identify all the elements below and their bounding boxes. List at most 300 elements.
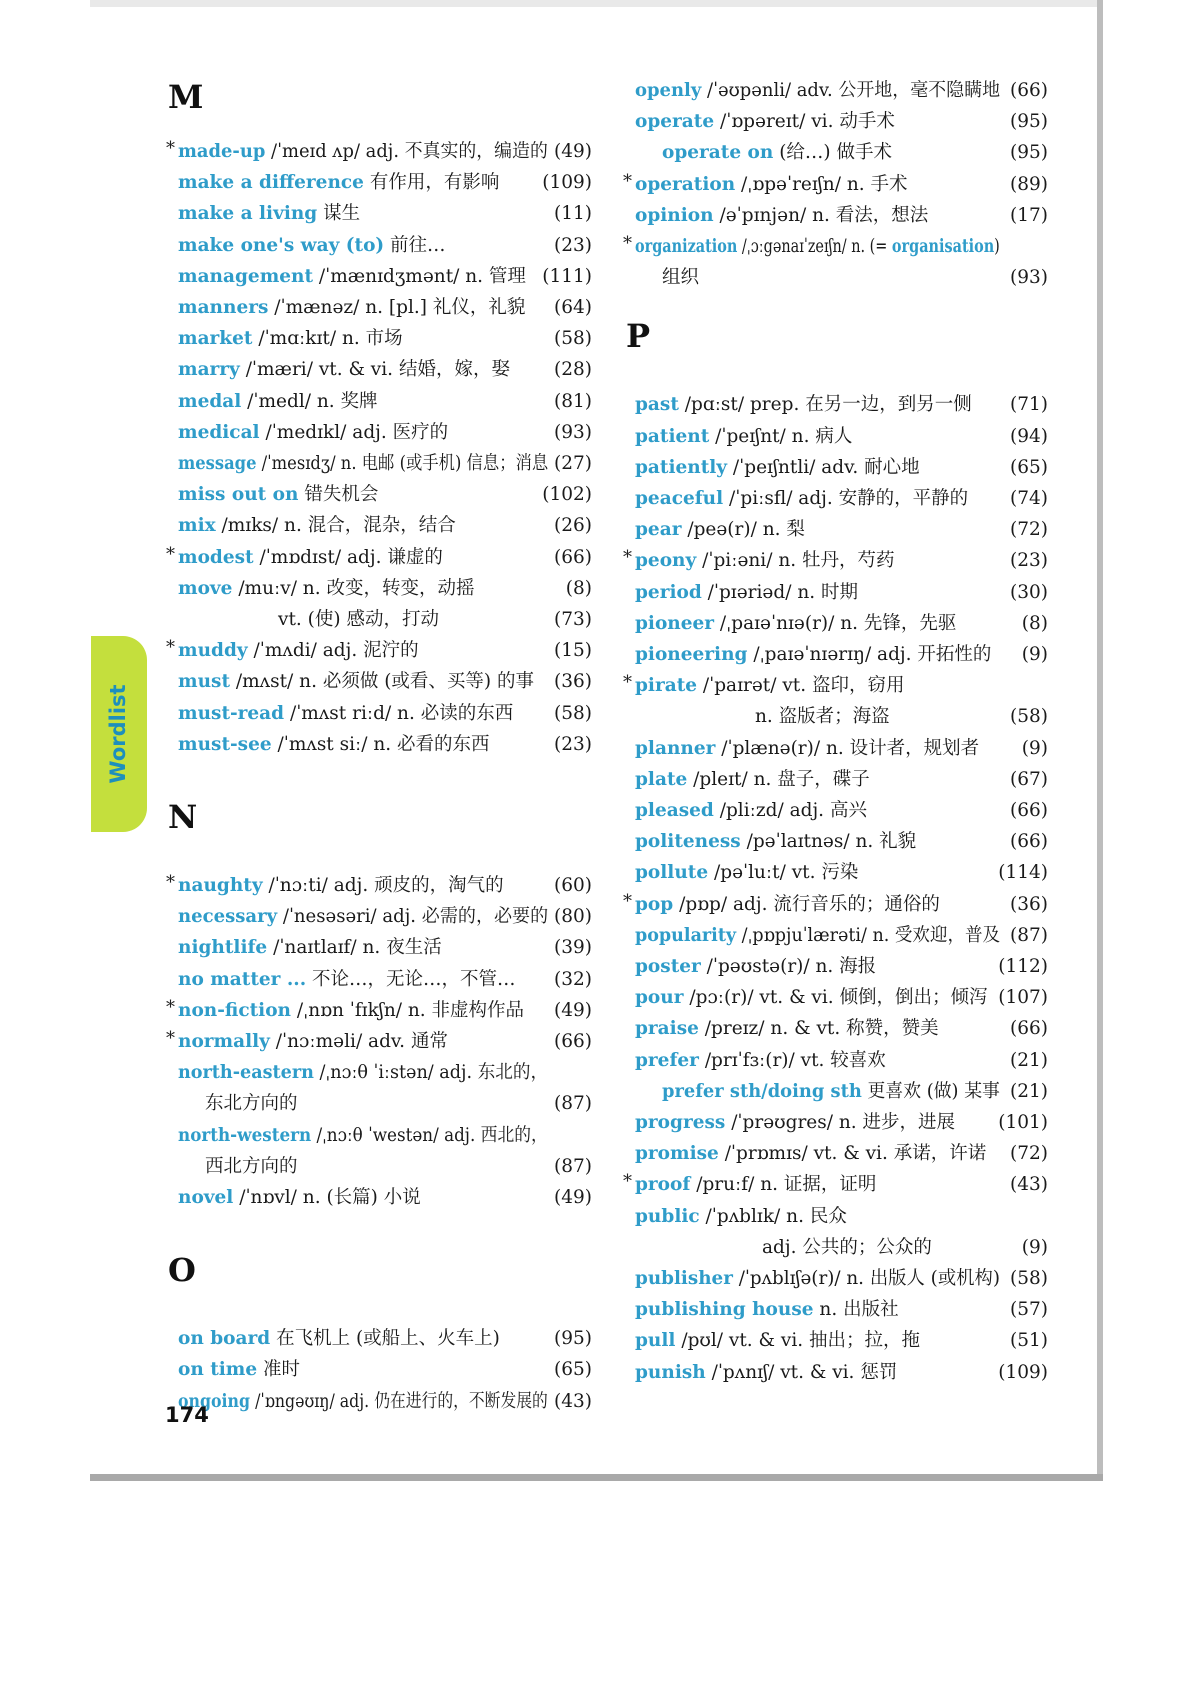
entry-definition: /pəˈluːt/ vt. 污染 <box>708 862 859 884</box>
headword: pear <box>635 519 682 541</box>
entry-definition: /pɔː(r)/ vt. & vi. 倾倒，倒出；倾泻 <box>683 987 988 1009</box>
entry-page-ref: (49) <box>554 999 592 1021</box>
entry-page-ref: (23) <box>554 234 592 256</box>
headword: promise <box>635 1143 719 1165</box>
entry-row <box>635 581 858 605</box>
entry-row <box>635 1173 876 1197</box>
entry-definition-end: ) <box>994 236 1000 257</box>
entry-definition: /ˈmedɪkl/ adj. 医疗的 <box>259 421 449 443</box>
entry-definition: /ˌnɒn ˈfɪkʃn/ n. 非虚构作品 <box>291 999 525 1021</box>
headword: openly <box>635 80 702 101</box>
headword: message <box>178 453 257 474</box>
headword: make one's way (to) <box>178 234 385 256</box>
entry-page-ref: (57) <box>1010 1299 1048 1321</box>
entry-page-ref: (74) <box>1010 488 1048 509</box>
entry-page-ref: (51) <box>1010 1330 1048 1352</box>
starred-marker: * <box>166 872 175 893</box>
entry-row <box>635 955 876 979</box>
entry-row <box>178 1186 421 1210</box>
entry-row <box>635 456 920 480</box>
section-letter-n: N <box>168 798 198 836</box>
entry-row <box>635 799 867 823</box>
entry-page-ref: (72) <box>1010 519 1048 541</box>
headword: make a living <box>178 203 318 225</box>
entry-page-ref: (66) <box>554 1031 592 1052</box>
entry-page-ref: (66) <box>1010 831 1048 853</box>
entry-definition: vt. (使) 感动，打动 <box>278 609 439 630</box>
headword: ongoing <box>178 1390 251 1412</box>
headword: proof <box>635 1174 691 1196</box>
section-letter-p: P <box>626 317 651 356</box>
entry-page-ref: (58) <box>1010 1268 1048 1289</box>
entry-page-ref: (66) <box>1010 80 1048 101</box>
section-letter-m: M <box>168 78 204 116</box>
entry-definition: /preɪz/ n. & vt. 称赞，赞美 <box>698 1018 939 1040</box>
entry-page-ref: (23) <box>1010 550 1048 572</box>
entry-page-ref: (49) <box>554 141 592 162</box>
headword: patiently <box>635 456 728 478</box>
headword: make a difference <box>178 172 364 194</box>
entry-page-ref: (101) <box>998 1112 1048 1133</box>
entry-row <box>635 549 895 573</box>
headword: punish <box>635 1361 706 1383</box>
entry-row <box>178 905 548 929</box>
entry-definition: n. 盗版者；海盗 <box>755 706 890 728</box>
headword: marry <box>178 359 240 381</box>
section-letter-o: O <box>168 1251 196 1290</box>
entry-row <box>178 171 499 195</box>
headword: move <box>178 577 233 599</box>
entry-row <box>178 702 513 726</box>
entry-definition: 谋生 <box>317 203 361 225</box>
entry-row <box>635 1049 886 1073</box>
entry-definition: /pəˈlaɪtnəs/ n. 礼貌 <box>740 831 917 853</box>
headword: peaceful <box>635 488 724 509</box>
entry-page-ref: (93) <box>554 421 592 443</box>
entry-page-ref: (81) <box>554 390 592 412</box>
entry-page-ref: (8) <box>1021 612 1048 634</box>
headword-variant: organisation <box>891 236 995 257</box>
entry-page-ref: (26) <box>554 515 592 537</box>
headword: muddy <box>178 640 248 662</box>
entry-row <box>178 733 490 757</box>
starred-marker: * <box>166 1028 175 1049</box>
headword: public <box>635 1205 700 1227</box>
entry-definition: /mʌst/ n. 必须做 (或看、买等) 的事 <box>230 671 535 693</box>
entry-definition: /pɒp/ adj. 流行音乐的；通俗的 <box>673 893 940 915</box>
entry-definition: /ˈmænɪdʒmənt/ n. 管理 <box>313 265 526 287</box>
entry-definition: 前往… <box>384 234 446 256</box>
entry-definition: n. 出版社 <box>813 1299 899 1321</box>
entry-row <box>178 140 548 164</box>
entry-row <box>635 1205 847 1229</box>
entry-definition: /ˈmeɪd ʌp/ adj. 不真实的，编造的 <box>265 141 548 162</box>
entry-definition: /ˈmæri/ vt. & vi. 结婚，嫁，娶 <box>239 359 510 381</box>
entry-row <box>635 643 991 667</box>
entry-page-ref: (87) <box>554 1155 592 1177</box>
entry-row <box>635 425 852 449</box>
entry-definition: /ˌpɒpjuˈlærəti/ n. 受欢迎，普及 <box>736 924 1001 946</box>
entry-page-ref: (66) <box>1010 800 1048 821</box>
entry-definition: /ˈpeɪʃnt/ n. 病人 <box>709 425 853 447</box>
entry-page-ref: (94) <box>1010 425 1048 447</box>
entry-page-ref: (9) <box>1021 1236 1048 1258</box>
entry-row <box>178 452 548 476</box>
headword: publishing house <box>635 1299 814 1321</box>
entry-page-ref: (89) <box>1010 173 1048 195</box>
entry-page-ref: (80) <box>554 906 592 928</box>
entry-definition: /ˈnɔːməli/ adv. 通常 <box>269 1031 448 1052</box>
entry-page-ref: (112) <box>998 956 1048 977</box>
entry-definition: /muːv/ n. 改变，转变，动摇 <box>232 577 475 599</box>
entry-definition: /ˈmesɪdʒ/ n. 电邮 (或手机) 信息；消息 <box>256 453 549 474</box>
entry-page-ref: (95) <box>1010 142 1048 164</box>
entry-row <box>178 874 504 898</box>
headword: medal <box>178 390 242 412</box>
headword: pioneer <box>635 612 715 634</box>
entry-definition: /ˈmʌdi/ adj. 泥泞的 <box>247 640 419 662</box>
headword: plate <box>635 768 688 790</box>
entry-page-ref: (21) <box>1010 1080 1048 1102</box>
entry-page-ref: (66) <box>1010 1018 1048 1040</box>
headword: must-read <box>178 702 285 724</box>
headword: novel <box>178 1187 234 1208</box>
headword: poster <box>635 956 701 977</box>
headword: prefer sth/doing sth <box>662 1080 862 1102</box>
entry-row <box>178 514 456 538</box>
entry-row <box>635 861 858 885</box>
entry-definition: /pleɪt/ n. 盘子，碟子 <box>687 768 870 790</box>
headword: pollute <box>635 862 709 884</box>
entry-definition: /mɪks/ n. 混合，混杂，结合 <box>215 515 456 537</box>
entry-row <box>635 235 1000 259</box>
entry-definition: /ˈmʌst riːd/ n. 必读的东西 <box>284 702 514 724</box>
entry-row <box>635 737 979 761</box>
headword: mix <box>178 515 216 537</box>
headword: medical <box>178 421 260 443</box>
scan-edge-bottom <box>90 1474 1103 1481</box>
entry-row <box>635 1361 897 1385</box>
wordlist-side-tab <box>91 636 147 832</box>
entry-definition: 组织 <box>662 267 700 289</box>
headword: nightlife <box>178 937 268 959</box>
entry-definition: /ˈprəʊgres/ n. 进步，进展 <box>725 1112 956 1133</box>
entry-row <box>178 577 474 601</box>
entry-definition: /ˈplænə(r)/ n. 设计者，规划者 <box>715 737 980 759</box>
entry-page-ref: (65) <box>1010 456 1048 478</box>
entry-row <box>178 639 419 663</box>
entry-page-ref: (49) <box>554 1187 592 1208</box>
entry-definition: 有作用，有影响 <box>363 172 500 194</box>
entry-page-ref: (65) <box>554 1359 592 1381</box>
entry-page-ref: (107) <box>998 987 1048 1009</box>
entry-row <box>178 936 442 960</box>
entry-definition: /ˌɒpəˈreɪʃn/ n. 手术 <box>735 173 908 195</box>
headword: pleased <box>635 800 714 821</box>
headword: past <box>635 394 679 416</box>
headword: on time <box>178 1359 258 1381</box>
entry-definition: /ˈpaɪrət/ vt. 盗印，窃用 <box>697 675 905 697</box>
entry-row <box>178 1327 500 1351</box>
entry-row <box>635 487 968 511</box>
headword: pioneering <box>635 644 748 665</box>
entry-page-ref: (109) <box>998 1361 1048 1383</box>
entry-row <box>278 608 439 632</box>
entry-page-ref: (21) <box>1010 1049 1048 1071</box>
entry-row <box>178 296 525 320</box>
starred-marker: * <box>623 233 632 254</box>
entry-page-ref: (15) <box>554 640 592 662</box>
entry-page-ref: (87) <box>554 1093 592 1115</box>
entry-page-ref: (9) <box>1021 737 1048 759</box>
entry-definition: /pɑːst/ prep. 在另一边，到另一侧 <box>678 394 972 416</box>
entry-definition: /ˈɒpəreɪt/ vi. 动手术 <box>714 111 895 133</box>
entry-page-ref: (93) <box>1010 267 1048 289</box>
entry-row <box>635 986 988 1010</box>
entry-row <box>635 893 940 917</box>
entry-definition: 东北方向的 <box>205 1093 298 1115</box>
entry-page-ref: (9) <box>1021 644 1048 665</box>
entry-row <box>662 266 699 290</box>
entry-row <box>178 202 360 226</box>
entry-definition: /ˈpɪəriəd/ n. 时期 <box>701 581 859 603</box>
headword: popularity <box>635 924 737 946</box>
entry-definition: /peə(r)/ n. 梨 <box>681 519 805 541</box>
headword: non-fiction <box>178 999 291 1021</box>
entry-row <box>635 1017 939 1041</box>
headword: manners <box>178 297 269 318</box>
entry-definition: /pliːzd/ adj. 高兴 <box>713 800 867 821</box>
headword: organization <box>635 236 738 257</box>
headword: praise <box>635 1018 699 1040</box>
entry-definition: /ˈpiːəni/ n. 牡丹，芍药 <box>696 550 895 572</box>
entry-row <box>635 1142 986 1166</box>
headword: pour <box>635 987 684 1009</box>
headword: peony <box>635 550 697 572</box>
wordlist-tab-label: Wordlist <box>106 684 130 784</box>
entry-definition: 更喜欢 (做) 某事 <box>861 1080 1000 1102</box>
entry-definition: /ˌnɔːθ ˈiːstən/ adj. 东北的， <box>313 1062 549 1084</box>
entry-definition: (给…) 做手术 <box>773 142 893 164</box>
entry-row <box>178 390 378 414</box>
starred-marker: * <box>166 637 175 659</box>
headword: opinion <box>635 204 714 226</box>
entry-definition: /ˈpʌnɪʃ/ vt. & vi. 惩罚 <box>705 1361 898 1383</box>
entry-row <box>635 1329 920 1353</box>
entry-row <box>662 1080 1000 1104</box>
entry-page-ref: (11) <box>554 203 592 225</box>
entry-row <box>178 265 526 289</box>
headword: progress <box>635 1112 726 1133</box>
entry-row <box>662 141 892 165</box>
entry-row <box>178 968 516 992</box>
scan-edge-right <box>1097 0 1103 1480</box>
entry-definition: /ˈmɑːkɪt/ n. 市场 <box>252 328 403 350</box>
headword: north-western <box>178 1124 312 1146</box>
entry-row <box>178 999 524 1023</box>
entry-row <box>178 483 378 507</box>
entry-row <box>178 327 403 351</box>
entry-definition: /ˈnaɪtlaɪf/ n. 夜生活 <box>267 937 442 959</box>
headword: planner <box>635 737 716 759</box>
headword: necessary <box>178 906 278 928</box>
headword: on board <box>178 1328 271 1350</box>
entry-page-ref: (27) <box>554 453 592 474</box>
entry-row <box>635 173 908 197</box>
starred-marker: * <box>166 138 175 159</box>
entry-definition: /pʊl/ vt. & vi. 抽出；拉，拖 <box>675 1330 921 1352</box>
starred-marker: * <box>166 996 175 1018</box>
entry-page-ref: (102) <box>542 484 592 506</box>
entry-definition: /ˈpʌblɪk/ n. 民众 <box>699 1205 847 1227</box>
entry-definition: /ˌɔːgənaɪˈzeɪʃn/ n. (= <box>737 236 892 257</box>
entry-page-ref: (72) <box>1010 1143 1048 1165</box>
entry-definition: /ˈnɔːti/ adj. 顽皮的，淘气的 <box>262 875 504 896</box>
entry-definition: /ˈmænəz/ n. [pl.] 礼仪，礼貌 <box>268 297 526 318</box>
entry-row <box>178 1061 548 1085</box>
headword: miss out on <box>178 484 299 506</box>
entry-page-ref: (39) <box>554 937 592 959</box>
entry-definition: /əˈpɪnjən/ n. 看法，想法 <box>713 204 929 226</box>
headword: operate <box>635 111 715 133</box>
entry-page-ref: (43) <box>554 1390 592 1412</box>
entry-page-ref: (109) <box>542 172 592 194</box>
entry-definition: 错失机会 <box>298 484 379 506</box>
entry-definition: 西北方向的 <box>205 1155 298 1177</box>
headword: must <box>178 671 230 693</box>
headword: publisher <box>635 1268 733 1289</box>
entry-page-ref: (64) <box>554 297 592 318</box>
entry-definition: /ˌpaɪəˈnɪərɪŋ/ adj. 开拓性的 <box>747 644 992 665</box>
entry-row <box>205 1155 298 1179</box>
entry-definition: /ˈpiːsfl/ adj. 安静的，平静的 <box>723 488 969 509</box>
entry-row <box>178 546 443 570</box>
starred-marker: * <box>166 543 175 565</box>
entry-page-ref: (73) <box>554 609 592 630</box>
entry-page-ref: (58) <box>554 328 592 350</box>
headword: modest <box>178 546 254 568</box>
headword: normally <box>178 1031 270 1052</box>
entry-definition: /ˈmɒdɪst/ adj. 谦虚的 <box>253 546 443 568</box>
entry-page-ref: (32) <box>554 968 592 990</box>
entry-row <box>178 234 446 258</box>
headword: patient <box>635 425 710 447</box>
entry-definition: /ˈnesəsəri/ adj. 必需的，必要的 <box>277 906 549 928</box>
entry-page-ref: (95) <box>554 1328 592 1350</box>
entry-row <box>178 1390 548 1414</box>
starred-marker: * <box>623 170 632 192</box>
entry-page-ref: (66) <box>554 546 592 568</box>
entry-definition: /ˈɒngəʊɪŋ/ adj. 仍在进行的，不断发展的 <box>250 1390 548 1412</box>
entry-definition: /ˈpʌblɪʃə(r)/ n. 出版人 (或机构) <box>732 1268 1000 1289</box>
entry-page-ref: (111) <box>542 265 592 287</box>
headword: made-up <box>178 141 266 162</box>
entry-page-ref: (114) <box>998 862 1048 884</box>
entry-row <box>755 705 890 729</box>
entry-page-ref: (17) <box>1010 204 1048 226</box>
entry-row <box>635 612 956 636</box>
entry-page-ref: (58) <box>554 702 592 724</box>
entry-row <box>635 393 972 417</box>
entry-row <box>635 924 1000 948</box>
entry-row <box>635 830 916 854</box>
entry-row <box>635 518 805 542</box>
entry-page-ref: (67) <box>1010 768 1048 790</box>
headword: pirate <box>635 675 698 697</box>
headword: pull <box>635 1330 676 1352</box>
entry-page-ref: (60) <box>554 875 592 896</box>
entry-definition: /ˌpaɪəˈnɪə(r)/ n. 先锋，先驱 <box>714 612 957 634</box>
starred-marker: * <box>623 890 632 912</box>
entry-definition: /ˈprɒmɪs/ vt. & vi. 承诺，许诺 <box>718 1143 987 1165</box>
entry-page-ref: (8) <box>565 577 592 599</box>
entry-row <box>635 79 1000 103</box>
headword: pop <box>635 893 674 915</box>
entry-page-ref: (71) <box>1010 394 1048 416</box>
entry-page-ref: (36) <box>1010 893 1048 915</box>
entry-definition: /pruːf/ n. 证据，证明 <box>690 1174 877 1196</box>
entry-definition: 准时 <box>257 1359 301 1381</box>
entry-definition: /ˈpəʊstə(r)/ n. 海报 <box>700 956 877 977</box>
entry-row <box>635 1111 955 1135</box>
entry-row <box>178 1358 300 1382</box>
starred-marker: * <box>623 672 632 694</box>
entry-row <box>635 1267 1000 1291</box>
entry-page-ref: (43) <box>1010 1174 1048 1196</box>
entry-page-ref: (87) <box>1010 924 1048 946</box>
entry-definition: 不论…，无论…，不管… <box>306 968 516 990</box>
entry-page-ref: (58) <box>1010 706 1048 728</box>
entry-row <box>178 421 448 445</box>
headword: no matter ... <box>178 968 307 990</box>
starred-marker: * <box>623 1171 632 1193</box>
headword: operate on <box>662 142 774 164</box>
scan-edge-top <box>90 0 1100 7</box>
entry-definition: 在飞机上 (或船上、火车上) <box>270 1328 500 1350</box>
entry-row <box>178 670 534 694</box>
entry-row <box>635 674 905 698</box>
entry-definition: /ˈmʌst siː/ n. 必看的东西 <box>271 733 490 755</box>
entry-row <box>205 1092 298 1116</box>
entry-definition: /ˌnɔːθ ˈwestən/ adj. 西北的， <box>311 1124 548 1146</box>
entry-definition: /ˈəʊpənli/ adv. 公开地，毫不隐瞒地 <box>701 80 1001 101</box>
entry-row <box>635 768 870 792</box>
entry-page-ref: (36) <box>554 671 592 693</box>
entry-page-ref: (28) <box>554 359 592 381</box>
headword: management <box>178 265 314 287</box>
entry-row <box>635 110 895 134</box>
headword: politeness <box>635 831 741 853</box>
headword: north-eastern <box>178 1062 314 1084</box>
entry-row <box>635 204 928 228</box>
starred-marker: * <box>623 547 632 569</box>
entry-page-ref: (95) <box>1010 111 1048 133</box>
headword: operation <box>635 173 736 195</box>
entry-row <box>178 1030 448 1054</box>
entry-row <box>635 1298 899 1322</box>
headword: period <box>635 581 702 603</box>
headword: naughty <box>178 875 263 896</box>
entry-definition: adj. 公共的；公众的 <box>762 1236 932 1258</box>
page-number: 174 <box>165 1403 209 1427</box>
entry-definition: /ˈpeɪʃntli/ adv. 耐心地 <box>727 456 920 478</box>
entry-row <box>178 358 510 382</box>
entry-row <box>762 1236 932 1260</box>
entry-page-ref: (30) <box>1010 581 1048 603</box>
entry-page-ref: (23) <box>554 733 592 755</box>
headword: must-see <box>178 733 272 755</box>
headword: market <box>178 328 253 350</box>
